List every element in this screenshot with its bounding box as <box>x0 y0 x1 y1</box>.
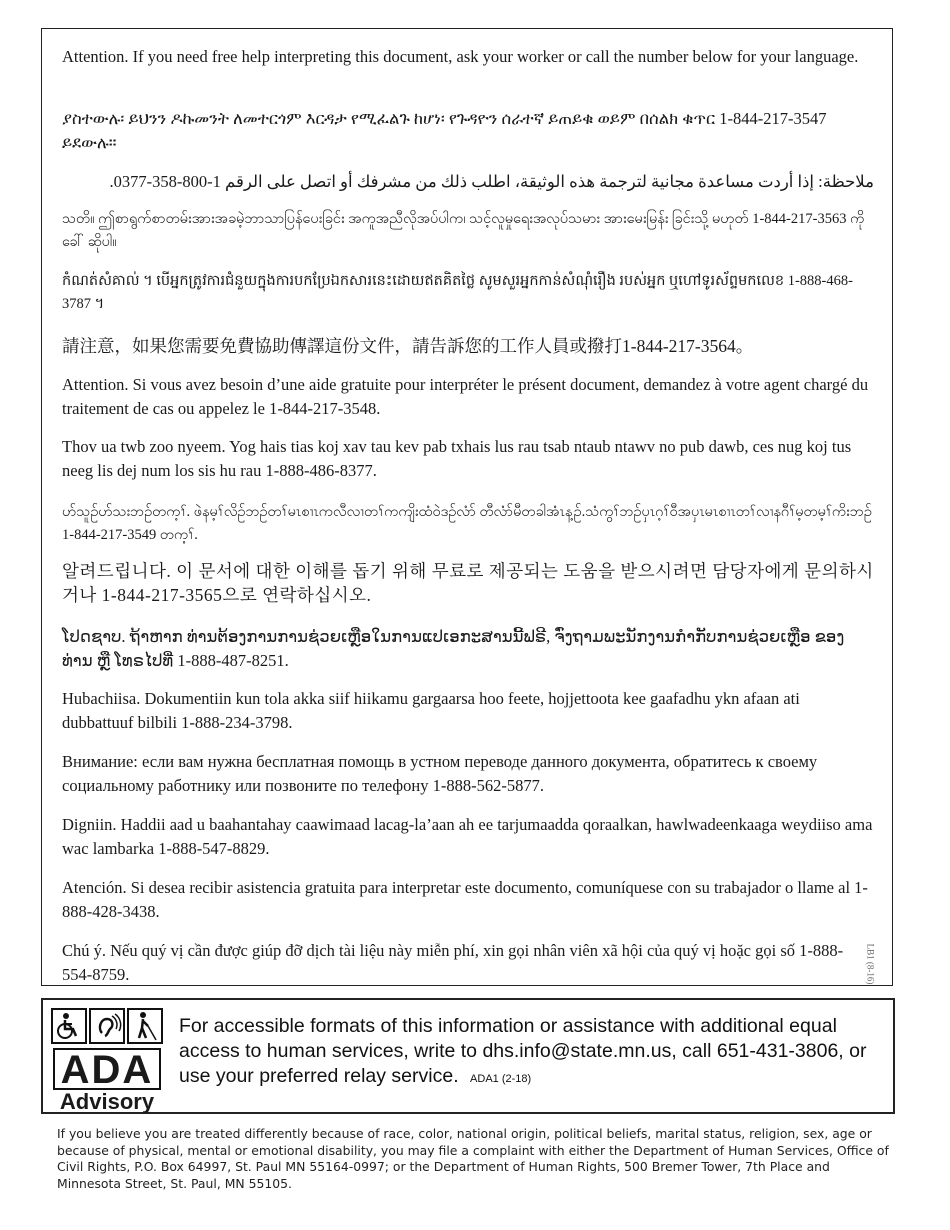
notice-burmese: သတိ။ ဤစာရွက်စာတမ်းအားအခမဲ့ဘာသာပြန်ပေးခြင်း အကူအညီလိုအပ်ပါက၊ သင့်လူမှုရေးအလုပ်သမား အားမေးမြန်း ခြင်းသို့ မဟုတ် 1-844-217-3563 ကိုခေါ် ဆိုပါ။ <box>62 211 865 250</box>
notice-russian: Внимание: если вам нужна бесплатная помощь в устном переводе данного документа, обратитесь к своему социальному работнику или позвоните по телефону 1-888-562-5877. <box>62 752 818 795</box>
notice-khmer: កំណត់សំគាល់ ។ បើអ្នកត្រូវការជំនួយក្នុងការបកប្រែឯកសារនេះដោយឥតគិតថ្លៃ សូមសួរអ្នកកាន់សំណុំរឿង របស់អ្នក ឬហៅទូរស័ព្ទមកលេខ 1-888-468-3787 ។ <box>62 273 853 312</box>
nondiscrimination-statement: If you believe you are treated differently because of race, color, national origin, political beliefs, marital status, religion, sex, age or because of physical, mental or emotional disability, you may file a complaint with either the Department of Human Services, Office of Civil Rights, P.O. Box 64997, St. Paul MN 55164-0997; or the Department of Human Rights, 500 Bremer Tower, 7th Place and Minnesota Street, St. Paul, MN 55105. <box>57 1126 889 1191</box>
ada-advisory-box <box>41 998 895 1114</box>
notice-karen: ဟ်သူဉ်ဟ်သး​ဘဉ်တက့ၢ်. ဖဲနမ့ၢ်လိဉ်ဘဉ်တၢ်မၤစၢၤကလီလၢတၢ်ကကျိးထံဝဲဒဉ်လံာ် တီလံာ်မီတခါအံၤန့ဉ်.သံကွၢ်ဘဉ်ပှၤဂ့ၢ်ဝီအပှၤမၤစၢၤတၢ်လၢနဂီၢ်မ့တမ့ၢ်ကိးဘဉ် 1-844-217-3549 တက့ၢ်. <box>62 504 872 543</box>
ada-icons <box>51 1008 163 1048</box>
notice-spanish: Atención. Si desea recibir asistencia gratuita para interpretar este documento, comuníquese con su trabajador o llame al 1-888-428-3438. <box>62 878 868 921</box>
notice-arabic: ملاحظة: إذا أردت مساعدة مجانية لترجمة هذه الوثيقة، اطلب ذلك من مشرفك أو اتصل على الرقم 1-800-358-0377. <box>109 172 874 191</box>
notice-somali: Digniin. Haddii aad u baahantahay caawimaad lacag-la’aan ah ee tarjumaadda qoraalkan, hawlwadeenkaaga weydiiso ama wac lambarka 1-888-547-8829. <box>62 815 873 858</box>
form-code <box>865 941 878 991</box>
notice-amharic: ያስተውሉ፡ ይህንን ዶኩመንት ለመተርጎም እርዳታ የሚፈልጉ ከሆነ፡ የጉዳዮን ሰራተኛ ይጠይቁ ወይም በሰልክ ቁጥር 1-844-217-3547 ይደውሉ። <box>62 109 827 152</box>
ada-logo-word: ADA <box>53 1048 161 1090</box>
ada-statement <box>179 1014 879 1092</box>
wheelchair-icon <box>51 1008 87 1044</box>
ada-logo <box>51 1008 163 1112</box>
form-code-label: LB1 (8-16) <box>865 943 876 985</box>
notice-french: Attention. Si vous avez besoin d’une aide gratuite pour interpréter le présent document, demandez à votre agent chargé du traitement de cas ou appelez le 1-844-217-3548. <box>62 375 869 418</box>
ada-logo-caption: Advisory <box>59 1089 155 1114</box>
notice-oromo: Hubachiisa. Dokumentiin kun tola akka siif hiikamu gargaarsa hoo feete, hojjettoota kee gaafadhu ykn afaan ati dubbattuuf bilbili 1-888-234-3798. <box>62 689 800 732</box>
notice-hmong: Thov ua twb zoo nyeem. Yog hais tias koj xav tau kev pab txhais lus rau tsab ntaub ntawv no pub dawb, ces nug koj tus neeg lis dej num los sis hu rau 1-888-486-8377. <box>62 437 852 480</box>
ada-form-code: ADA1 (2-18) <box>470 1073 532 1085</box>
notice-korean: 알려드립니다. 이 문서에 대한 이해를 돕기 위해 무료로 제공되는 도움을 받으시려면 담당자에게 문의하시거나 1-844-217-3565으로 연락하십시오. <box>62 561 874 605</box>
blind-cane-icon <box>127 1008 163 1044</box>
notice-lao: ໂປດຊາບ. ຖ້າຫາກ ທ່ານຕ້ອງການການຊ່ວຍເຫຼືອໃນການແປເອກະສານນີ້ຟຣີ, ຈົ່ງຖາມພະນັກງານກໍາກັບການຊ່ວຍເຫຼືອ ຂອງທ່ານ ຫຼື ໂທຣໄປທີ່ 1-888-487-8251. <box>62 627 845 670</box>
notice-chinese: 請注意，如果您需要免費協助傳譯這份文件，請告訴您的工作人員或撥打1-844-217-3564。 <box>62 336 754 356</box>
notice-vietnamese: Chú ý. Nếu quý vị cần được giúp đỡ dịch tài liệu này miễn phí, xin gọi nhân viên xã hội của quý vị hoặc gọi số 1-888-554-8759. <box>62 941 844 984</box>
language-notices-box <box>41 28 893 986</box>
hearing-assist-icon <box>89 1008 125 1044</box>
ada-statement-text: For accessible formats of this information or assistance with additional equal access to human services, write to dhs.info@state.mn.us, call 651-431-3806, or use your preferred relay service. <box>179 1015 867 1087</box>
notice-english: Attention. If you need free help interpreting this document, ask your worker or call the number below for your language. <box>62 47 859 66</box>
